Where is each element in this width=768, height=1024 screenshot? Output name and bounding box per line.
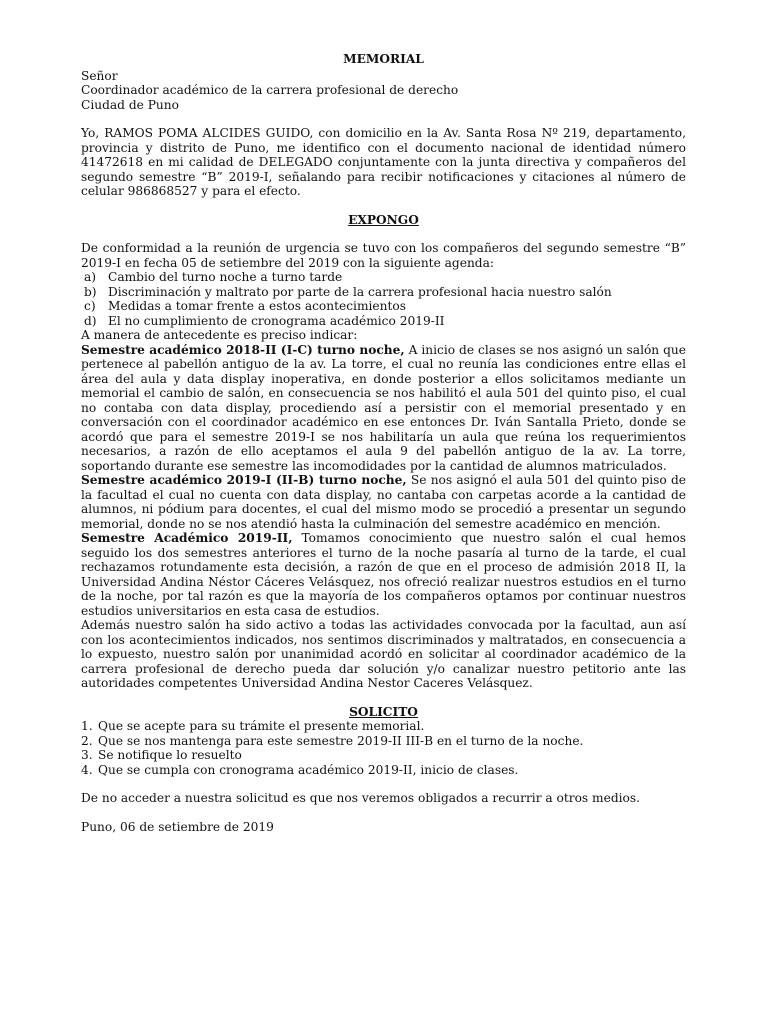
section-text: Se nos asignó el aula 501 del quinto piso de la facultad el cual no cuenta con data display, no cantaba con carpetas acorde a la cantidad de alumnos, ni pódium para docentes, el cual del mismo modo se procedió a presentar un segundo memorial, donde no se nos atendió hasta la culminación del semestre académico en mención. — [81, 473, 687, 531]
addressee-block — [81, 69, 686, 113]
section-heading: Semestre académico 2019-I (II-B) turno noche, — [81, 473, 407, 487]
list-item — [84, 270, 686, 285]
list-item — [81, 719, 686, 734]
document-title: MEMORIAL — [343, 52, 424, 66]
section-heading: Semestre académico 2018-II (I-C) turno noche, — [81, 342, 405, 357]
list-marker: 2. — [81, 733, 93, 748]
list-item — [84, 314, 686, 329]
expongo-lead: De conformidad a la reunión de urgencia se tuvo con los compañeros del segundo semestre “B” 2019-I en fecha 05 de setiembre del 2019 con la siguiente agenda: — [81, 241, 686, 270]
list-item-text: Medidas a tomar frente a estos acontecimientos — [108, 299, 406, 313]
date-line: Puno, 06 de setiembre de 2019 — [81, 819, 274, 834]
list-marker: d) — [84, 313, 97, 328]
section-paragraph — [81, 473, 686, 531]
list-item-text: Se notifique lo resuelto — [98, 748, 242, 762]
list-item-text: El no cumplimiento de cronograma académico 2019-II — [108, 313, 445, 328]
request-list — [81, 719, 686, 777]
addressee-city: Ciudad de Puno — [81, 97, 179, 112]
solicito-heading: SOLICITO — [349, 704, 418, 719]
list-item-text: Cambio del turno noche a turno tarde — [108, 270, 343, 284]
list-item — [84, 285, 686, 300]
addressee-salutation: Señor — [81, 68, 118, 83]
expongo-heading: EXPONGO — [348, 212, 419, 227]
list-marker: c) — [84, 299, 96, 313]
addressee-role: Coordinador académico de la carrera profesional de derecho — [81, 83, 459, 97]
agenda-list — [81, 270, 686, 328]
list-item-text: Que se nos mantenga para este semestre 2019-II III-B en el turno de la noche. — [98, 733, 584, 748]
closing-paragraph: Además nuestro salón ha sido activo a todas las actividades convocada por la facultad, aun así con los acontecimientos indicados, nos sentimos discriminados y maltratados, en consecuencia a lo expuesto, nuestro salón por unanimidad acordó en solicitar al coordinador académico de la carrera profesional de derecho pueda dar solución y/o canalizar nuestro petitorio ante las autoridades competentes Universidad Andina Nestor Caceres Velásquez. — [81, 618, 686, 690]
list-marker: 3. — [81, 748, 93, 762]
list-item — [81, 748, 686, 763]
antecedent-line: A manera de antecedente es preciso indicar: — [81, 328, 358, 342]
section-heading: Semestre Académico 2019-II, — [81, 531, 293, 545]
section-text: A inicio de clases se nos asignó un salón que pertenece al pabellón antiguo de la av. La torre, el cual no reunía las condiciones entre ellas el área del aula y data display inoperativa, en donde posterior a ellos solicitamos mediante un memorial el cambio de salón, en consecuencia se nos habilitó el aula 501 del quinto piso, el cual no contaba con data display, procediendo así a persistir con el memorial presentado y en conversación con el coordinador académico en ese entonces Dr. Iván Santalla Prieto, donde se acordó que para el semestre 2019-I se nos habilitaría un aula que reúna los requerimientos necesarios, a razón de ello aceptamos el aula 9 del pabellón antiguo de la av. La torre, soportando durante ese semestre las incomodidades por la cantidad de alumnos matriculados. — [81, 342, 686, 473]
list-marker: 1. — [81, 719, 93, 733]
list-marker: b) — [84, 284, 97, 299]
list-item-text: Que se acepte para su trámite el presente memorial. — [98, 719, 425, 733]
section-text: Tomamos conocimiento que nuestro salón el cual hemos seguido los dos semestres anteriores el turno de la noche pasaría al turno de la tarde, el cual rechazamos rotundamente esta decisión, a razón de que en el proceso de admisión 2018 II, la Universidad Andina Néstor Cáceres Velásquez, nos ofreció realizar nuestros estudios en el turno de la noche, por tal razón es que la mayoría de los compañeros optamos por continuar nuestros estudios universitarios en esta casa de estudios. — [81, 531, 686, 618]
list-item — [84, 299, 686, 314]
list-item-text: Discriminación y maltrato por parte de la carrera profesional hacia nuestro salón — [108, 284, 612, 299]
final-note: De no acceder a nuestra solicitud es que nos veremos obligados a recurrir a otros medios. — [81, 791, 640, 805]
list-marker: 4. — [81, 762, 93, 777]
list-item — [81, 763, 686, 778]
intro-paragraph: Yo, RAMOS POMA ALCIDES GUIDO, con domicilio en la Av. Santa Rosa Nº 219, departamento, provincia y distrito de Puno, me identifico con el documento nacional de identidad número 41472618 en mi calidad de DELEGADO conjuntamente con la junta directiva y compañeros del segundo semestre “B” 2019-I, señalando para recibir notificaciones y citaciones al número de celular 986868527 y para el efecto. — [81, 126, 686, 198]
section-paragraph — [81, 343, 686, 474]
list-marker: a) — [84, 270, 97, 284]
list-item — [81, 734, 686, 749]
section-paragraph — [81, 531, 686, 618]
list-item-text: Que se cumpla con cronograma académico 2019-II, inicio de clases. — [98, 762, 519, 777]
